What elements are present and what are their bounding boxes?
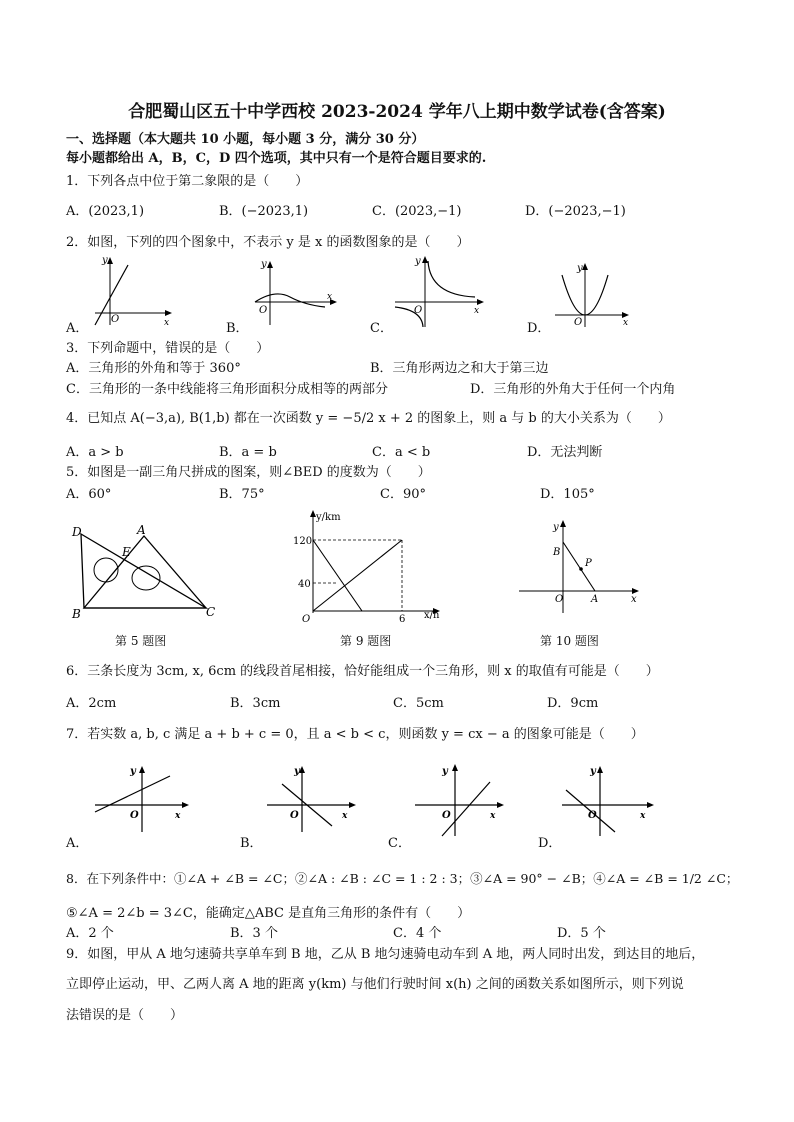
svg-text:y: y — [102, 255, 108, 266]
q2-graph-c — [390, 255, 490, 330]
q8-option-a: A．2 个 — [66, 926, 114, 941]
svg-text:x: x — [327, 292, 333, 302]
svg-text:y: y — [294, 766, 300, 777]
q8-line2: ⑤∠A = 2∠b = 3∠C，能确定△ABC 是直角三角形的条件有（ ） — [66, 906, 471, 921]
q4-option-b: B．a = b — [219, 445, 277, 460]
q6-option-b: B．3cm — [230, 696, 281, 711]
fig5-label-d: D — [72, 525, 82, 539]
q5-option-a: A．60° — [66, 487, 112, 502]
q3-option-b: B．三角形两边之和大于第三边 — [370, 361, 549, 376]
fig5-label-a: A — [137, 523, 146, 537]
fig9-distance-graph — [288, 508, 448, 626]
svg-text:O: O — [259, 305, 268, 316]
svg-text:y: y — [130, 766, 136, 777]
q7-graph-d — [560, 760, 660, 840]
q5-option-c: C．90° — [380, 487, 426, 502]
svg-text:O: O — [588, 810, 597, 821]
q7-option-a: A． — [66, 836, 89, 851]
fig10-label-y: y — [553, 522, 559, 533]
fig10-label-b: B — [553, 547, 561, 558]
fig5-label-e: E — [122, 545, 131, 559]
q7-option-d: D． — [538, 836, 562, 851]
q1-option-b: B．(−2023,1) — [219, 204, 309, 219]
q9-line2: 立即停止运动，甲、乙两人离 A 地的距离 y(km) 与他们行驶时间 x(h) 之间的函数关系如图所示，则下列说 — [66, 977, 684, 992]
q8-option-b: B．3 个 — [230, 926, 278, 941]
fig9-caption: 第 9 题图 — [340, 634, 392, 648]
fig10-label-x: x — [631, 594, 637, 605]
q6-option-d: D．9cm — [547, 696, 599, 711]
q3-option-a: A．三角形的外角和等于 360° — [66, 361, 241, 376]
q4-option-d: D．无法判断 — [527, 445, 603, 460]
q3-option-c: C．三角形的一条中线能将三角形面积分成相等的两部分 — [66, 382, 388, 397]
svg-text:x: x — [640, 811, 646, 821]
fig5-label-c: C — [206, 605, 216, 619]
fig9-tick-6: 6 — [399, 614, 406, 625]
fig10-graph — [515, 518, 645, 618]
svg-text:y: y — [261, 259, 267, 270]
q4-stem: 4．已知点 A(−3,a), B(1,b) 都在一次函数 y = −5/2 x + 2 的图象上，则 a 与 b 的大小关系为（ ） — [66, 411, 671, 426]
svg-text:O: O — [442, 810, 451, 821]
svg-text:y: y — [415, 256, 421, 267]
q3-option-d: D．三角形的外角大于任何一个内角 — [470, 382, 676, 397]
fig5-caption: 第 5 题图 — [115, 634, 167, 648]
fig10-label-o: O — [555, 594, 564, 605]
svg-text:x: x — [623, 318, 629, 328]
svg-text:O: O — [574, 317, 583, 328]
svg-text:x: x — [490, 811, 496, 821]
q6-option-c: C．5cm — [393, 696, 444, 711]
q7-graph-c — [410, 760, 510, 840]
fig5-triangles — [66, 520, 226, 620]
svg-text:y: y — [442, 766, 448, 777]
fig9-tick-120: 120 — [293, 536, 313, 547]
fig10-label-a: A — [591, 594, 599, 605]
fig5-label-b: B — [72, 607, 81, 620]
q7-option-b: B． — [240, 836, 263, 851]
section-instruction: 每小题都给出 A，B，C，D 四个选项，其中只有一个是符合题目要求的. — [66, 151, 487, 166]
q2-option-b: B． — [226, 321, 249, 336]
fig10-caption: 第 10 题图 — [540, 634, 599, 648]
svg-text:O: O — [130, 810, 139, 821]
q2-graph-a — [80, 255, 180, 330]
svg-text:x: x — [164, 318, 170, 328]
q5-stem: 5．如图是一副三角尺拼成的图案，则∠BED 的度数为（ ） — [66, 465, 431, 480]
fig9-xlabel: x/h — [424, 610, 440, 621]
q7-graph-a — [90, 760, 200, 835]
svg-text:y: y — [590, 766, 596, 777]
svg-text:x: x — [175, 811, 181, 821]
q2-graph-b — [245, 255, 345, 330]
q3-stem: 3．下列命题中，错误的是（ ） — [66, 341, 270, 356]
fig9-origin: O — [302, 614, 311, 625]
q7-option-c: C． — [388, 836, 411, 851]
q6-option-a: A．2cm — [66, 696, 117, 711]
svg-text:O: O — [414, 305, 423, 316]
q2-option-a: A． — [66, 321, 89, 336]
q9-line3: 法错误的是（ ） — [66, 1008, 184, 1023]
svg-text:x: x — [342, 811, 348, 821]
fig10-label-p: P — [585, 558, 592, 569]
fig9-ylabel: y/km — [316, 512, 341, 523]
q5-option-b: B．75° — [219, 487, 265, 502]
fig9-tick-40: 40 — [298, 579, 311, 590]
q9-line1: 9．如图，甲从 A 地匀速骑共享单车到 B 地，乙从 B 地匀速骑电动车到 A 地，两人同时出发，到达目的地后， — [66, 947, 705, 962]
q2-graph-d — [545, 255, 635, 330]
svg-text:x: x — [474, 306, 480, 316]
q4-option-c: C．a < b — [372, 445, 431, 460]
q6-stem: 6．三条长度为 3cm, x, 6cm 的线段首尾相接，恰好能组成一个三角形，则 x 的取值有可能是（ ） — [66, 664, 659, 679]
q1-stem: 1．下列各点中位于第二象限的是（ ） — [66, 174, 309, 189]
q7-stem: 7．若实数 a, b, c 满足 a + b + c = 0，且 a < b < c，则函数 y = cx − a 的图象可能是（ ） — [66, 727, 644, 742]
q2-option-c: C． — [370, 321, 393, 336]
q1-option-d: D．(−2023,−1) — [525, 204, 626, 219]
section-heading: 一、选择题（本大题共 10 小题，每小题 3 分，满分 30 分） — [66, 132, 425, 147]
exam-title: 合肥蜀山区五十中学西校 2023-2024 学年八上期中数学试卷(含答案) — [128, 102, 666, 122]
q2-option-d: D． — [527, 321, 551, 336]
q1-option-a: A．(2023,1) — [66, 204, 145, 219]
q8-option-d: D．5 个 — [557, 926, 606, 941]
q5-option-d: D．105° — [540, 487, 595, 502]
q4-option-a: A．a > b — [66, 445, 124, 460]
q1-option-c: C．(2023,−1) — [372, 204, 462, 219]
svg-text:y: y — [577, 263, 583, 274]
q8-option-c: C．4 个 — [393, 926, 442, 941]
svg-text:O: O — [111, 314, 120, 325]
q7-graph-b — [262, 760, 362, 835]
q2-stem: 2．如图，下列的四个图象中，不表示 y 是 x 的函数图象的是（ ） — [66, 235, 470, 250]
svg-text:O: O — [290, 810, 299, 821]
q8-line1: 8．在下列条件中：①∠A + ∠B = ∠C；②∠A : ∠B : ∠C = 1 : 2 : 3；③∠A = 90° − ∠B；④∠A = ∠B = 1/2 ∠C； — [66, 871, 739, 886]
